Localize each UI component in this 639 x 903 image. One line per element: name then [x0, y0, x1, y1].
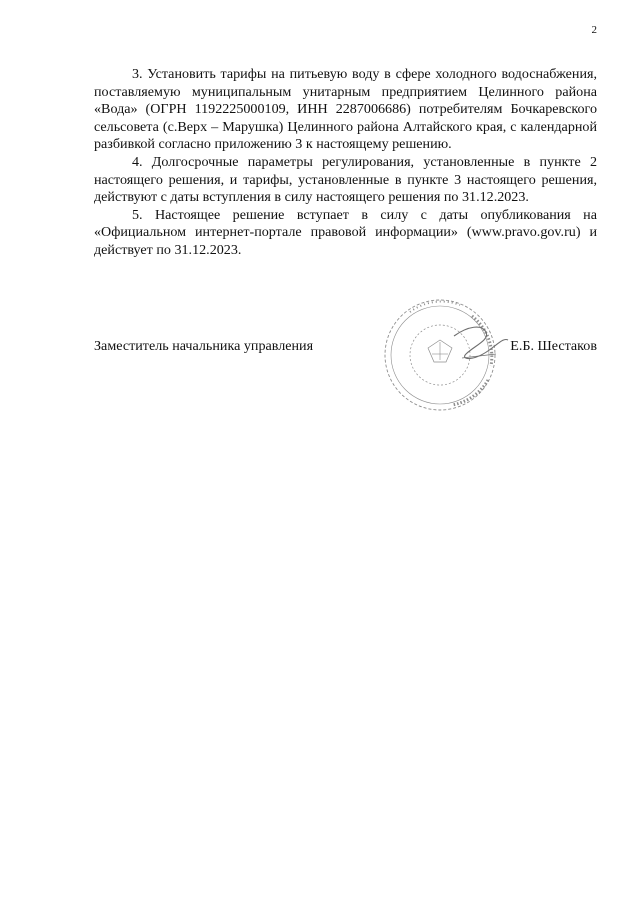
page-number: 2	[591, 24, 597, 36]
paragraph-4: 4. Долгосрочные параметры регулирования, установленные в пункте 2 настоящего решения, и тарифы, установленные в пункте 3 настоящего решения, действуют с даты вступления в силу настоящего решения по 31.12.2023.	[94, 153, 597, 206]
signature-block	[94, 336, 597, 360]
paragraph-3: 3. Установить тарифы на питьевую воду в сфере холодного водоснабжения, поставляемую муниципальным унитарным предприятием Целинного района «Вода» (ОГРН 1192225000109, ИНН 2287006686) потребителям Бочкаревского сельсовета (с.Верх – Марушка) Целинного района Алтайского края, с календарной разбивкой согласно приложению 3 к настоящему решению.	[94, 66, 597, 153]
paragraph-5: 5. Настоящее решение вступает в силу с даты опубликования на «Официальном интернет-портале правовой информации» (www.pravo.gov.ru) и действует по 31.12.2023.	[94, 206, 597, 258]
document-body	[94, 66, 597, 260]
official-seal-icon	[370, 296, 510, 414]
signatory-title: Заместитель начальника управления	[94, 338, 314, 354]
signatory-name: Е.Б. Шестаков	[510, 338, 597, 354]
